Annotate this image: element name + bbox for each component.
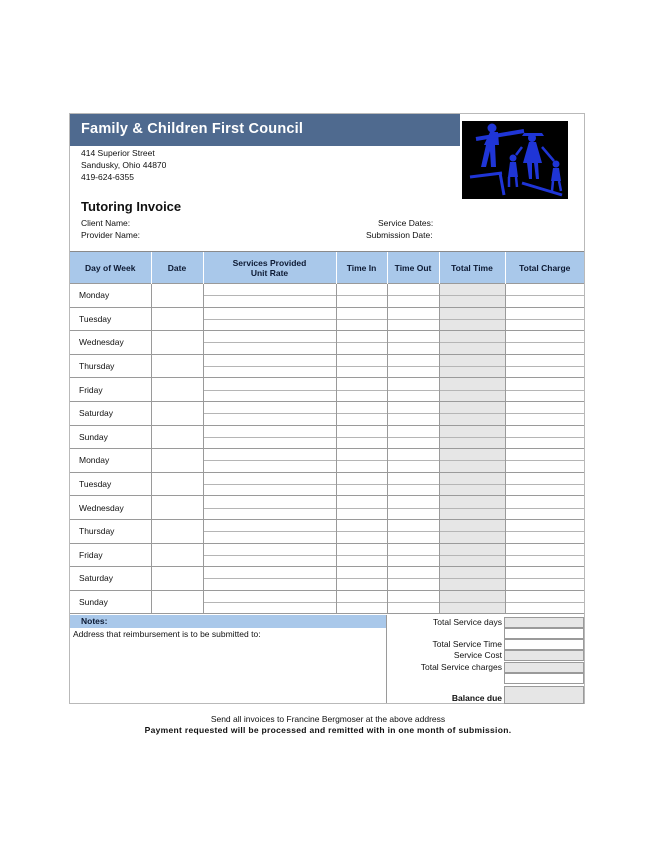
date-cell[interactable] — [151, 425, 203, 449]
day-cell: Wednesday — [70, 331, 151, 355]
total-charge-cell[interactable] — [505, 567, 584, 591]
time-in-cell[interactable] — [336, 284, 387, 308]
services-cell[interactable] — [203, 590, 336, 614]
col-total-charge: Total Charge — [505, 252, 584, 284]
day-cell: Thursday — [70, 519, 151, 543]
total-charge-cell[interactable] — [505, 496, 584, 520]
total-time-cell — [439, 543, 505, 567]
col-time-out: Time Out — [387, 252, 439, 284]
total-charge-cell[interactable] — [505, 590, 584, 614]
col-time-in: Time In — [336, 252, 387, 284]
time-out-cell[interactable] — [387, 543, 439, 567]
date-cell[interactable] — [151, 378, 203, 402]
time-out-cell[interactable] — [387, 401, 439, 425]
day-cell: Monday — [70, 284, 151, 308]
total-service-charges-field[interactable] — [504, 662, 584, 673]
total-time-cell — [439, 284, 505, 308]
total-service-days-field[interactable] — [504, 617, 584, 628]
total-time-cell — [439, 449, 505, 473]
time-out-cell[interactable] — [387, 425, 439, 449]
time-out-cell[interactable] — [387, 590, 439, 614]
balance-due-field[interactable] — [504, 686, 584, 704]
day-cell: Thursday — [70, 354, 151, 378]
reimbursement-address-label: Address that reimbursement is to be submitted to: — [73, 629, 261, 639]
day-cell: Tuesday — [70, 307, 151, 331]
total-time-cell — [439, 519, 505, 543]
table-row — [70, 378, 584, 402]
address-line2: Sandusky, Ohio 44870 — [81, 160, 167, 170]
total-charge-cell[interactable] — [505, 284, 584, 308]
date-cell[interactable] — [151, 496, 203, 520]
total-service-charges-label: Total Service charges — [420, 662, 502, 672]
time-out-cell[interactable] — [387, 331, 439, 355]
date-cell[interactable] — [151, 331, 203, 355]
services-provided-label: Services Provided — [232, 257, 307, 268]
col-total-time: Total Time — [439, 252, 505, 284]
date-cell[interactable] — [151, 354, 203, 378]
total-charge-cell[interactable] — [505, 425, 584, 449]
services-cell[interactable] — [203, 354, 336, 378]
date-cell[interactable] — [151, 567, 203, 591]
invoice-title: Tutoring Invoice — [81, 199, 182, 214]
table-row — [70, 496, 584, 520]
time-out-cell[interactable] — [387, 307, 439, 331]
total-time-cell — [439, 378, 505, 402]
day-cell: Friday — [70, 543, 151, 567]
total-charge-cell[interactable] — [505, 543, 584, 567]
total-charge-cell[interactable] — [505, 331, 584, 355]
total-time-cell — [439, 354, 505, 378]
date-cell[interactable] — [151, 472, 203, 496]
table-row — [70, 425, 584, 449]
time-out-cell[interactable] — [387, 284, 439, 308]
notes-label: Notes: — [81, 616, 108, 626]
address-line1: 414 Superior Street — [81, 148, 155, 158]
total-time-cell — [439, 425, 505, 449]
client-name-label: Client Name: — [81, 218, 131, 228]
time-out-cell[interactable] — [387, 449, 439, 473]
services-cell[interactable] — [203, 543, 336, 567]
services-cell[interactable] — [203, 496, 336, 520]
services-cell[interactable] — [203, 307, 336, 331]
day-cell: Monday — [70, 449, 151, 473]
time-in-cell[interactable] — [336, 496, 387, 520]
unit-rate-label: Unit Rate — [250, 267, 289, 278]
time-in-cell[interactable] — [336, 590, 387, 614]
spacer-field — [504, 673, 584, 684]
time-in-cell[interactable] — [336, 307, 387, 331]
balance-due-label: Balance due — [451, 693, 502, 703]
total-time-cell — [439, 496, 505, 520]
table-row — [70, 519, 584, 543]
total-service-time-label: Total Service Time — [432, 639, 502, 649]
org-title: Family & Children First Council — [81, 121, 304, 137]
time-in-cell[interactable] — [336, 425, 387, 449]
date-cell[interactable] — [151, 449, 203, 473]
date-cell[interactable] — [151, 519, 203, 543]
table-row — [70, 472, 584, 496]
date-cell[interactable] — [151, 543, 203, 567]
total-time-cell — [439, 472, 505, 496]
total-time-cell — [439, 590, 505, 614]
time-out-cell[interactable] — [387, 567, 439, 591]
services-cell[interactable] — [203, 401, 336, 425]
family-silhouette-icon — [462, 121, 568, 199]
provider-name-label: Provider Name: — [81, 230, 141, 240]
col-date: Date — [151, 252, 203, 284]
time-in-cell[interactable] — [336, 354, 387, 378]
day-cell: Wednesday — [70, 496, 151, 520]
table-header-row — [70, 252, 584, 284]
total-time-cell — [439, 331, 505, 355]
time-out-cell[interactable] — [387, 519, 439, 543]
time-in-cell[interactable] — [336, 472, 387, 496]
services-cell[interactable] — [203, 378, 336, 402]
day-cell: Friday — [70, 378, 151, 402]
services-cell[interactable] — [203, 331, 336, 355]
time-out-cell[interactable] — [387, 496, 439, 520]
total-charge-cell[interactable] — [505, 519, 584, 543]
day-cell: Tuesday — [70, 472, 151, 496]
table-row — [70, 543, 584, 567]
total-time-cell — [439, 307, 505, 331]
table-row — [70, 284, 584, 308]
submission-date-label: Submission Date: — [366, 230, 433, 240]
time-in-cell[interactable] — [336, 567, 387, 591]
total-service-days-label: Total Service days — [433, 617, 502, 627]
notes-box[interactable] — [70, 628, 387, 703]
phone: 419-624-6355 — [81, 172, 134, 182]
notes-header — [70, 615, 387, 628]
services-cell[interactable] — [203, 425, 336, 449]
services-cell[interactable] — [203, 567, 336, 591]
services-cell[interactable] — [203, 284, 336, 308]
time-out-cell[interactable] — [387, 472, 439, 496]
time-in-cell[interactable] — [336, 519, 387, 543]
col-services-provided — [203, 252, 336, 284]
col-day-of-week: Day of Week — [70, 252, 151, 284]
invoice-form — [69, 113, 585, 704]
day-cell: Saturday — [70, 567, 151, 591]
service-dates-label: Service Dates: — [378, 218, 434, 228]
total-charge-cell[interactable] — [505, 378, 584, 402]
day-cell: Saturday — [70, 401, 151, 425]
total-time-cell — [439, 401, 505, 425]
time-in-cell[interactable] — [336, 378, 387, 402]
total-charge-cell[interactable] — [505, 472, 584, 496]
service-log-table — [70, 252, 584, 614]
date-cell[interactable] — [151, 401, 203, 425]
table-row — [70, 307, 584, 331]
table-row — [70, 567, 584, 591]
footer-instructions: Send all invoices to Francine Bergmoser at the above address — [210, 714, 446, 724]
total-charge-cell[interactable] — [505, 401, 584, 425]
services-cell[interactable] — [203, 472, 336, 496]
table-row — [70, 331, 584, 355]
table-row — [70, 354, 584, 378]
table-row — [70, 401, 584, 425]
total-time-cell — [439, 567, 505, 591]
date-cell[interactable] — [151, 284, 203, 308]
date-cell[interactable] — [151, 307, 203, 331]
service-cost-label: Service Cost — [453, 650, 502, 660]
time-in-cell[interactable] — [336, 331, 387, 355]
time-in-cell[interactable] — [336, 449, 387, 473]
day-cell: Sunday — [70, 425, 151, 449]
date-cell[interactable] — [151, 590, 203, 614]
footer-payment-note: Payment requested will be processed and remitted with in one month of submission. — [144, 725, 512, 735]
table-row — [70, 449, 584, 473]
table-row — [70, 590, 584, 614]
services-cell[interactable] — [203, 449, 336, 473]
time-in-cell[interactable] — [336, 543, 387, 567]
time-out-cell[interactable] — [387, 378, 439, 402]
service-cost-field[interactable] — [504, 650, 584, 661]
total-service-time-field[interactable] — [504, 639, 584, 650]
services-cell[interactable] — [203, 519, 336, 543]
total-service-days-extra-field[interactable] — [504, 628, 584, 639]
total-charge-cell[interactable] — [505, 307, 584, 331]
total-charge-cell[interactable] — [505, 449, 584, 473]
time-out-cell[interactable] — [387, 354, 439, 378]
day-cell: Sunday — [70, 590, 151, 614]
total-charge-cell[interactable] — [505, 354, 584, 378]
title-bar — [70, 114, 460, 146]
time-in-cell[interactable] — [336, 401, 387, 425]
